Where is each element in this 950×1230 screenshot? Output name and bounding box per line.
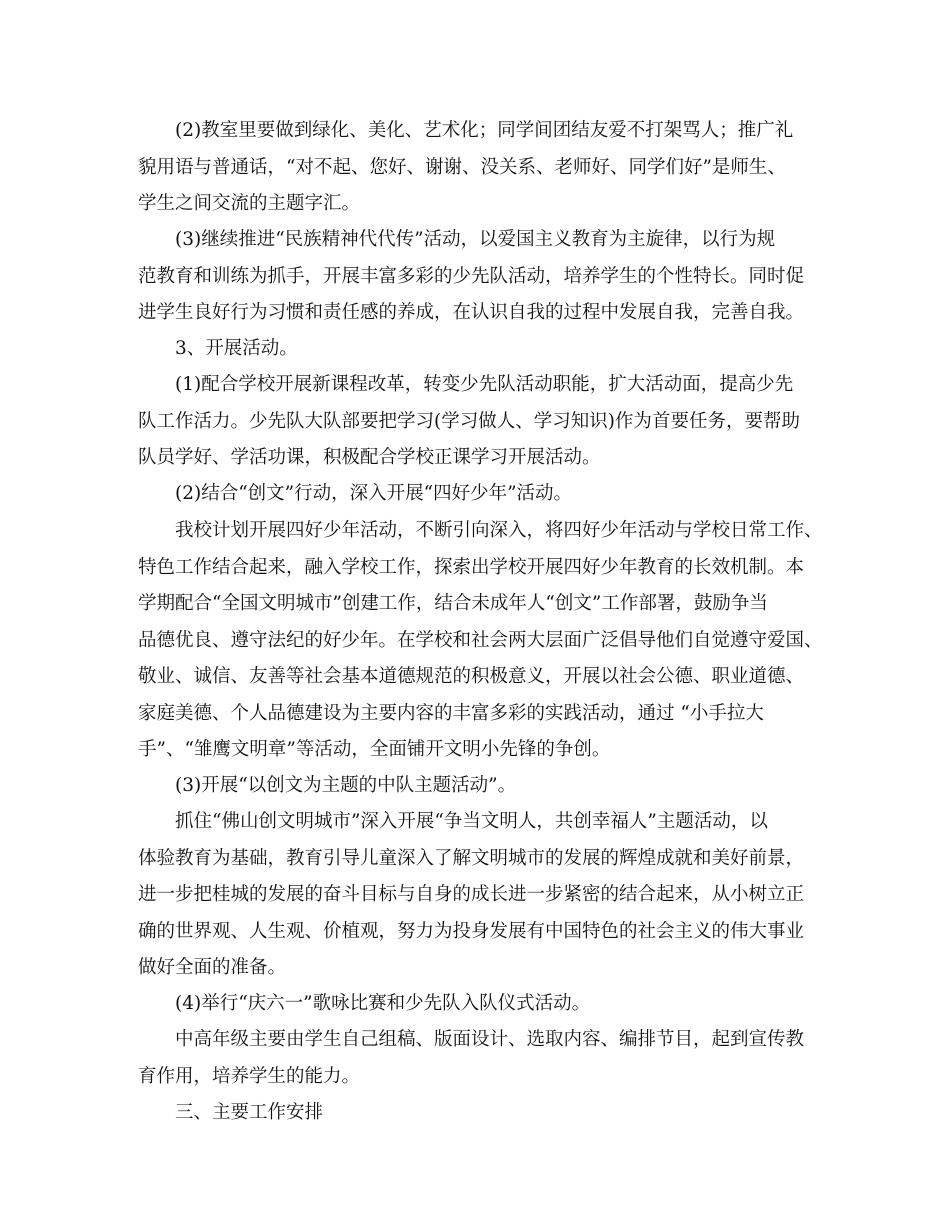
text-line: 体验教育为基础，教育引导儿童深入了解文明城市的发展的辉煌成就和美好前景， [138, 847, 805, 869]
text-line: 三、主要工作安排 [175, 1102, 324, 1123]
text-line: 学期配合“全国文明城市”创建工作，结合未成年人“创文”工作部署，鼓励争当 [138, 593, 768, 614]
text-line: 确的世界观、人生观、价植观，努力为投身发展有中国特色的社会主义的伟大事业 [138, 920, 805, 942]
text-line: (2)教室里要做到绿化、美化、艺术化；同学间团结友爱不打架骂人；推广礼 [175, 120, 794, 141]
text-line: 育作用，培养学生的能力。 [138, 1065, 361, 1087]
text-line: 特色工作结合起来，融入学校工作，探索出学校开展四好少年教育的长效机制。本 [138, 556, 805, 578]
text-line: 家庭美德、个人品德建设为主要内容的丰富多彩的实践活动，通过 “小手拉大 [138, 702, 764, 724]
text-line: 品德优良、遵守法纪的好少年。在学校和社会两大层面广泛倡导他们自觉遵守爱国、 [138, 629, 823, 651]
text-line: 范教育和训练为抓手，开展丰富多彩的少先队活动，培养学生的个性特长。同时促 [138, 265, 805, 287]
text-line: 手”、“雏鹰文明章”等活动，全面铺开文明小先锋的争创。 [138, 739, 611, 760]
section-heading-work-schedule [138, 1095, 828, 1132]
section-heading-activities [138, 331, 828, 368]
paragraph-upper-grades [138, 1022, 828, 1095]
text-line: 做好全面的准备。 [138, 957, 287, 978]
text-line: 进学生良好行为习惯和责任感的养成，在认识自我的过程中发展自我，完善自我。 [138, 302, 805, 323]
subheading-four-good-youth [138, 476, 828, 513]
text-line: 中高年级主要由学生自己组稿、版面设计、选取内容、编排节目，起到宣传教 [175, 1029, 805, 1050]
text-line: 学生之间交流的主题字汇。 [138, 193, 361, 214]
text-line: (1)配合学校开展新课程改革，转变少先队活动职能，扩大活动面，提高少先 [175, 374, 794, 395]
text-line: 貌用语与普通话，“对不起、您好、谢谢、没关系、老师好、同学们好”是师生、 [138, 156, 786, 178]
text-line: (3)继续推进“民族精神代代传”活动，以爱国主义教育为主旋律，以行为规 [175, 229, 776, 250]
paragraph-national-spirit [138, 222, 828, 332]
text-line: 敬业、诚信、友善等社会基本道德规范的积极意义，开展以社会公德、职业道德、 [138, 666, 805, 687]
text-line: 抓住“佛山创文明城市”深入开展“争当文明人，共创幸福人”主题活动，以 [175, 811, 768, 832]
text-line: 队工作活力。少先队大队部要把学习(学习做人、学习知识)作为首要任务，要帮助 [138, 410, 800, 432]
text-line: (2)结合“创文”行动，深入开展“四好少年”活动。 [175, 483, 573, 504]
subheading-childrens-day [138, 986, 828, 1023]
paragraph-four-good-youth-plan [138, 513, 828, 769]
text-line: 3、开展活动。 [175, 338, 298, 359]
subheading-squad-theme [138, 768, 828, 805]
paragraph-classroom-greening [138, 113, 828, 223]
text-line: 进一步把桂城的发展的奋斗目标与自身的成长进一步紧密的结合起来，从小树立正 [138, 884, 805, 905]
paragraph-civilized-city [138, 804, 828, 987]
text-line: (4)举行“庆六一”歌咏比赛和少先队入队仪式活动。 [175, 993, 591, 1014]
text-line: 我校计划开展四好少年活动，不断引向深入，将四好少年活动与学校日常工作、 [175, 520, 823, 541]
text-line: (3)开展“以创文为主题的中队主题活动”。 [175, 775, 517, 796]
text-line: 队员学好、学活功课，积极配合学校正课学习开展活动。 [138, 447, 601, 468]
paragraph-curriculum-reform [138, 367, 828, 477]
